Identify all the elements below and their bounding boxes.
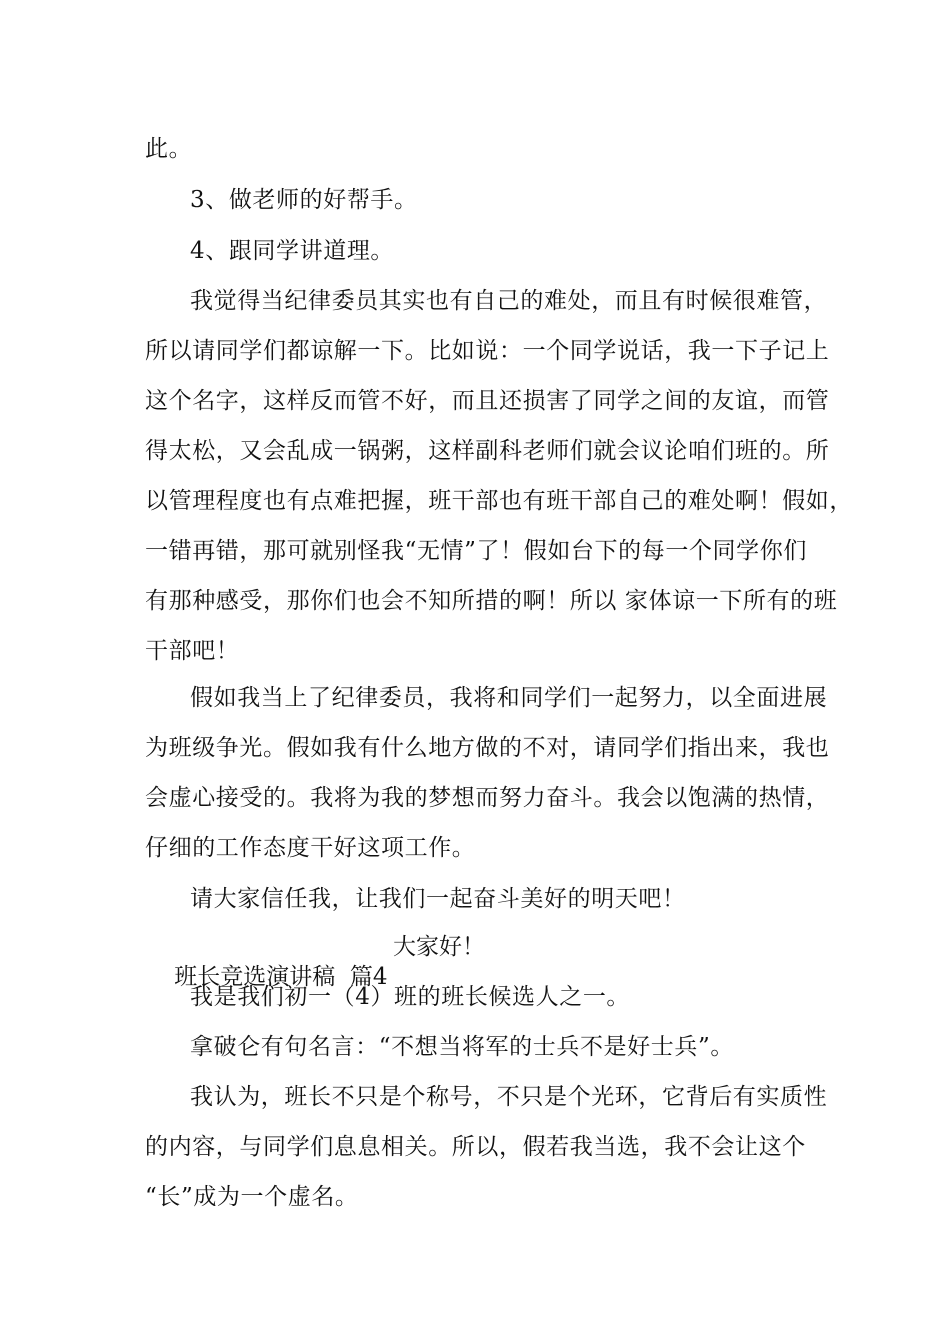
text-line: 仔细的工作态度干好这项工作。 xyxy=(145,835,476,861)
text-line: 的内容，与同学们息息相关。所以，假若我当选，我不会让这个 xyxy=(145,1134,806,1160)
text-line: 得太松，又会乱成一锅粥，这样副科老师们就会议论咱们班的。所 xyxy=(145,438,830,464)
text-line: 4、跟同学讲道理。 xyxy=(190,238,395,264)
text-line: 我是我们初一（4）班的班长候选人之一。 xyxy=(190,984,631,1010)
text-line: 3、做老师的好帮手。 xyxy=(190,187,418,213)
section-title: 班长竞选演讲稿 篇4 xyxy=(174,964,388,990)
text-line: 这个名字，这样反而管不好，而且还损害了同学之间的友谊，而管 xyxy=(145,388,830,414)
text-line: 为班级争光。假如我有什么地方做的不对，请同学们指出来，我也 xyxy=(145,735,830,761)
text-line: “长”成为一个虚名。 xyxy=(145,1184,359,1210)
text-line: 假如我当上了纪律委员，我将和同学们一起努力，以全面进展 xyxy=(190,685,828,711)
text-line: 干部吧！ xyxy=(145,638,240,664)
text-line: 有那种感受，那你们也会不知所措的啊！所以 家体谅一下所有的班 xyxy=(145,588,838,614)
greeting-text: 大家好！ xyxy=(393,934,485,960)
text-line: 我觉得当纪律委员其实也有自己的难处，而且有时候很难管， xyxy=(190,288,828,314)
text-line: 请大家信任我，让我们一起奋斗美好的明天吧！ xyxy=(190,886,686,912)
text-line: 拿破仑有句名言：“不想当将军的士兵不是好士兵”。 xyxy=(190,1034,734,1060)
text-line: 所以请同学们都谅解一下。比如说：一个同学说话，我一下子记上 xyxy=(145,338,830,364)
text-line: 会虚心接受的。我将为我的梦想而努力奋斗。我会以饱满的热情， xyxy=(145,785,830,811)
text-line: 此。 xyxy=(145,136,193,162)
text-line: 一错再错，那可就别怪我“无情”了！假如台下的每一个同学你们 xyxy=(145,538,807,564)
text-line: 我认为，班长不只是个称号，不只是个光环，它背后有实质性 xyxy=(190,1084,828,1110)
text-line: 以管理程度也有点难把握，班干部也有班干部自己的难处啊！假如， xyxy=(145,488,853,514)
